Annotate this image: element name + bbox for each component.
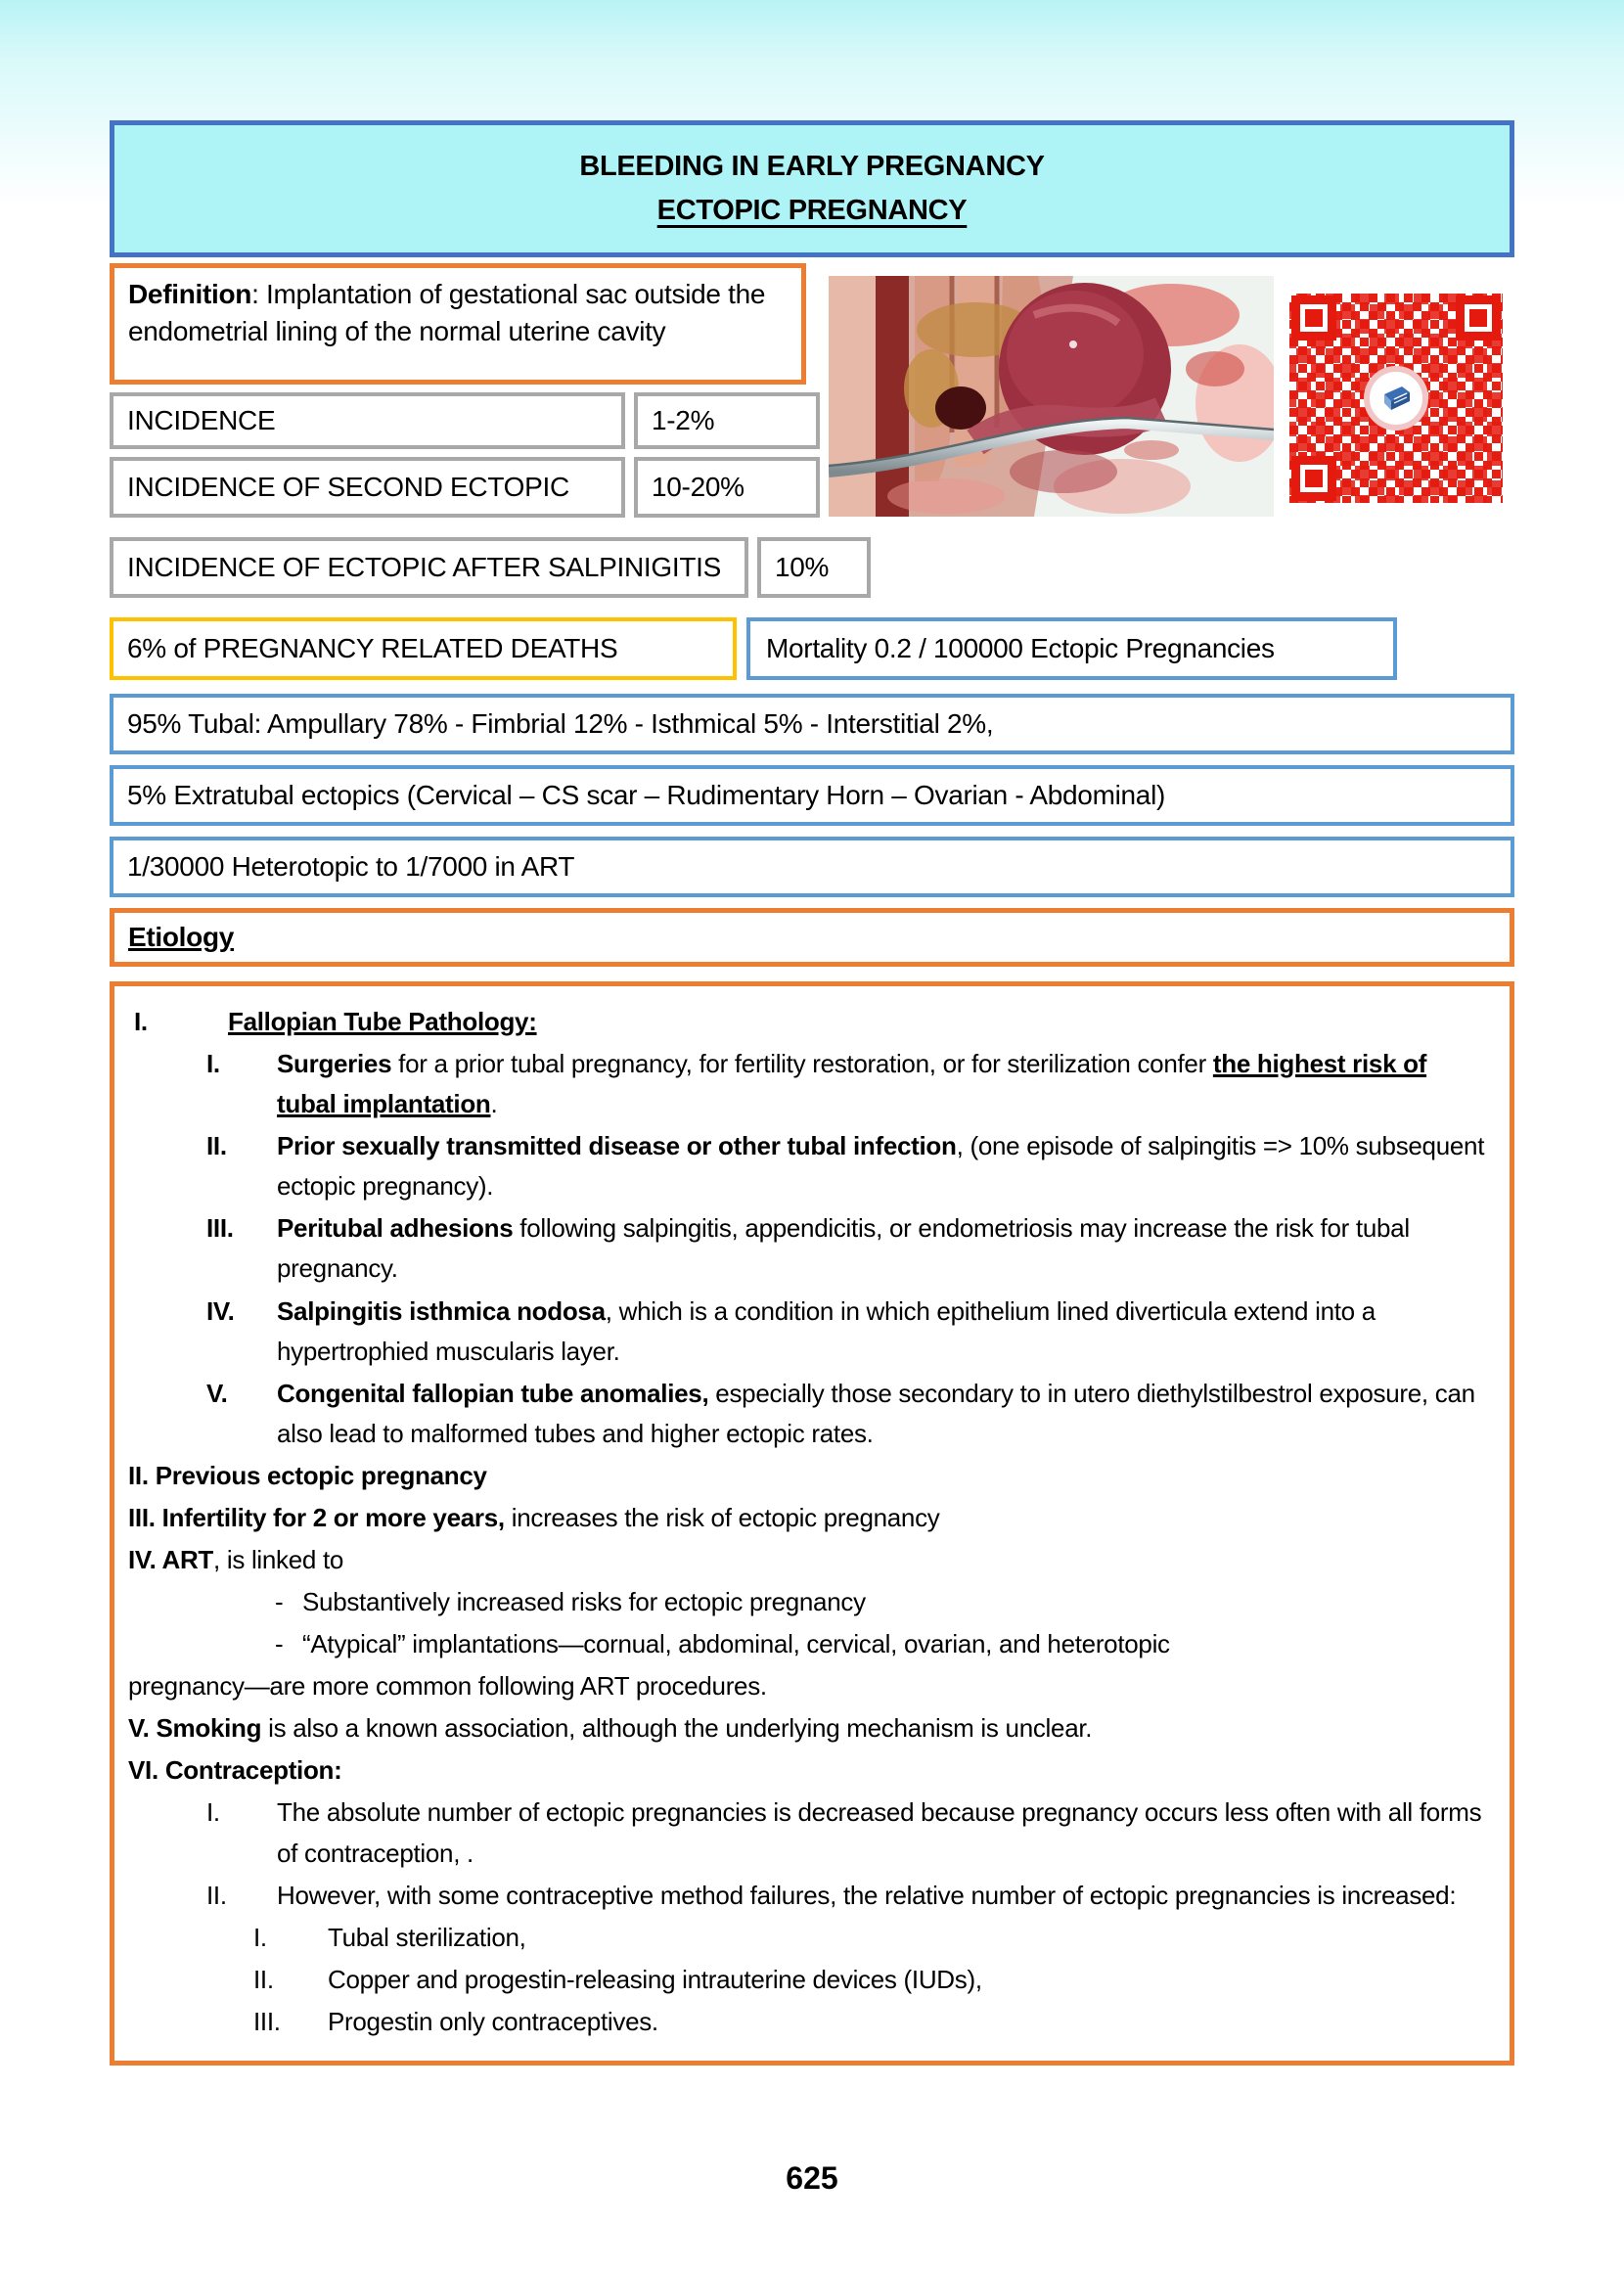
list-marker: I.	[134, 1007, 148, 1036]
page-title: BLEEDING IN EARLY PREGNANCY	[579, 151, 1045, 183]
etiology-line	[128, 1708, 1490, 1748]
etiology-line	[128, 1498, 1490, 1538]
etiology-line	[128, 1126, 1490, 1206]
salpingitis-label: INCIDENCE OF ECTOPIC AFTER SALPINIGITIS	[110, 537, 748, 598]
etiology-line-text	[128, 1498, 1490, 1538]
list-marker: -	[275, 1629, 284, 1659]
text-segment: Substantively increased risks for ectopic pregnancy	[302, 1587, 866, 1617]
etiology-line	[128, 1876, 1490, 1916]
qr-code	[1289, 294, 1503, 503]
deaths-row	[110, 617, 1514, 680]
etiology-line-text	[302, 1582, 1490, 1622]
text-segment: : Implantation of gestational sac outside the endometrial lining of the normal uterine cavity	[128, 279, 766, 346]
etiology-line-text	[277, 1044, 1490, 1124]
extratubal-distribution-box: 5% Extratubal ectopics (Cervical – CS scar – Rudimentary Horn – Ovarian - Abdominal)	[110, 765, 1514, 826]
text-segment: Surgeries	[277, 1049, 392, 1079]
page-number: 625	[786, 2160, 838, 2196]
etiology-line-text	[328, 1960, 1490, 2000]
etiology-line	[128, 1208, 1490, 1289]
tubal-distribution-box: 95% Tubal: Ampullary 78% - Fimbrial 12% - Isthmical 5% - Interstitial 2%,	[110, 694, 1514, 754]
pregnancy-deaths-box: 6% of PREGNANCY RELATED DEATHS	[110, 617, 737, 680]
list-marker: V.	[206, 1378, 228, 1408]
text-segment: Definition	[128, 279, 252, 309]
text-segment: II. Previous ectopic pregnancy	[128, 1460, 487, 1490]
text-segment: , which is a condition in which epithelium lined diverticula extend into a hypertrophied muscularis layer.	[277, 1295, 1376, 1366]
etiology-line-text	[328, 2002, 1490, 2042]
etiology-line-text	[302, 1624, 1490, 1664]
etiology-line-text	[128, 1708, 1490, 1748]
list-marker: I.	[206, 1049, 220, 1079]
text-segment: However, with some contraceptive method failures, the relative number of ectopic pregnancies is increased:	[277, 1880, 1457, 1910]
etiology-line-text	[277, 1208, 1490, 1289]
title-box	[110, 120, 1514, 257]
etiology-line-text	[277, 1374, 1490, 1454]
text-segment: , (one episode of salpingitis => 10% subsequent ectopic pregnancy).	[277, 1131, 1485, 1202]
text-segment: is also a known association, although the underlying mechanism is unclear.	[261, 1713, 1093, 1744]
etiology-line	[128, 1624, 1490, 1664]
text-segment: Congenital fallopian tube anomalies,	[277, 1378, 709, 1408]
text-segment: Fallopian Tube Pathology:	[228, 1007, 537, 1036]
second-ectopic-label: INCIDENCE OF SECOND ECTOPIC	[110, 457, 625, 518]
etiology-line	[128, 1750, 1490, 1791]
text-segment: The absolute number of ectopic pregnancies is decreased because pregnancy occurs less often with all forms of contraception, .	[277, 1797, 1482, 1868]
second-ectopic-value: 10-20%	[634, 457, 820, 518]
qr-finder-icon	[1291, 295, 1336, 340]
etiology-line	[128, 1374, 1490, 1454]
etiology-heading: Etiology	[128, 922, 235, 952]
surgical-photo	[829, 276, 1274, 517]
salpingitis-row	[110, 537, 1514, 610]
mortality-box: Mortality 0.2 / 100000 Ectopic Pregnancies	[746, 617, 1397, 680]
etiology-line	[128, 2002, 1490, 2042]
list-marker: I.	[253, 1922, 267, 1952]
text-segment: Copper and progestin-releasing intrauterine devices (IUDs),	[328, 1964, 982, 1994]
etiology-heading-box	[110, 908, 1514, 967]
etiology-line	[128, 1793, 1490, 1873]
etiology-line	[128, 1582, 1490, 1622]
qr-logo-icon	[1364, 366, 1428, 431]
text-segment: Salpingitis isthmica nodosa	[277, 1295, 606, 1326]
etiology-line-text	[228, 1002, 1490, 1042]
text-segment: increases the risk of ectopic pregnancy	[504, 1502, 940, 1532]
etiology-line-text	[277, 1876, 1490, 1916]
list-marker: II.	[206, 1880, 227, 1910]
page-subtitle: ECTOPIC PREGNANCY	[656, 195, 968, 226]
etiology-line	[128, 1456, 1490, 1496]
text-segment: IV. ART	[128, 1545, 213, 1575]
etiology-line	[128, 1044, 1490, 1124]
text-segment: pregnancy—are more common following ART procedures.	[128, 1671, 767, 1702]
definition-box	[110, 263, 806, 385]
text-segment: “Atypical” implantations—cornual, abdominal, cervical, ovarian, and heterotopic	[302, 1629, 1170, 1659]
text-segment: especially those secondary to in utero diethylstilbestrol exposure, can also lead to malformed tubes and higher ectopic rates.	[277, 1378, 1475, 1448]
text-segment: .	[490, 1089, 498, 1119]
etiology-line	[128, 1540, 1490, 1580]
list-marker: III.	[206, 1213, 234, 1244]
list-marker: II.	[206, 1131, 227, 1161]
salpingitis-value: 10%	[757, 537, 871, 598]
text-segment: for a prior tubal pregnancy, for fertility restoration, or for sterilization confer	[391, 1049, 1213, 1079]
text-segment: Progestin only contraceptives.	[328, 2006, 658, 2036]
list-marker: IV.	[206, 1295, 235, 1326]
definition-text	[128, 279, 765, 346]
text-segment: V. Smoking	[128, 1713, 262, 1744]
qr-finder-icon	[1456, 295, 1501, 340]
etiology-line	[128, 1960, 1490, 2000]
etiology-line-text	[277, 1793, 1490, 1873]
etiology-line	[128, 1292, 1490, 1372]
text-segment: Peritubal adhesions	[277, 1213, 514, 1244]
qr-finder-icon	[1291, 456, 1336, 501]
book-logo-icon	[1376, 379, 1416, 418]
etiology-line	[128, 1918, 1490, 1958]
heterotopic-box: 1/30000 Heterotopic to 1/7000 in ART	[110, 837, 1514, 897]
surgical-photo-graphic	[829, 276, 1274, 517]
list-marker: III.	[253, 2006, 281, 2036]
list-marker: -	[275, 1587, 284, 1617]
text-segment: Prior sexually transmitted disease or other tubal infection	[277, 1131, 957, 1161]
text-segment: III. Infertility for 2 or more years,	[128, 1502, 505, 1532]
text-segment: Tubal sterilization,	[328, 1922, 526, 1952]
etiology-line	[128, 1002, 1490, 1042]
list-marker: I.	[206, 1797, 220, 1828]
incidence-value: 1-2%	[634, 392, 820, 449]
etiology-line	[128, 1666, 1490, 1706]
etiology-line-text	[328, 1918, 1490, 1958]
etiology-line-text	[128, 1456, 1490, 1496]
etiology-line-text	[128, 1540, 1490, 1580]
etiology-line-text	[277, 1292, 1490, 1372]
etiology-line-text	[128, 1750, 1490, 1791]
incidence-label: INCIDENCE	[110, 392, 625, 449]
etiology-line-text	[277, 1126, 1490, 1206]
text-segment: the highest risk of tubal implantation	[277, 1049, 1427, 1119]
list-marker: II.	[253, 1964, 274, 1994]
text-segment: VI. Contraception:	[128, 1755, 342, 1786]
etiology-line-text	[128, 1666, 1490, 1706]
text-segment: following salpingitis, appendicitis, or endometriosis may increase the risk for tubal pregnancy.	[277, 1213, 1410, 1284]
text-segment: , is linked to	[213, 1545, 344, 1575]
etiology-content-box	[110, 981, 1514, 2066]
